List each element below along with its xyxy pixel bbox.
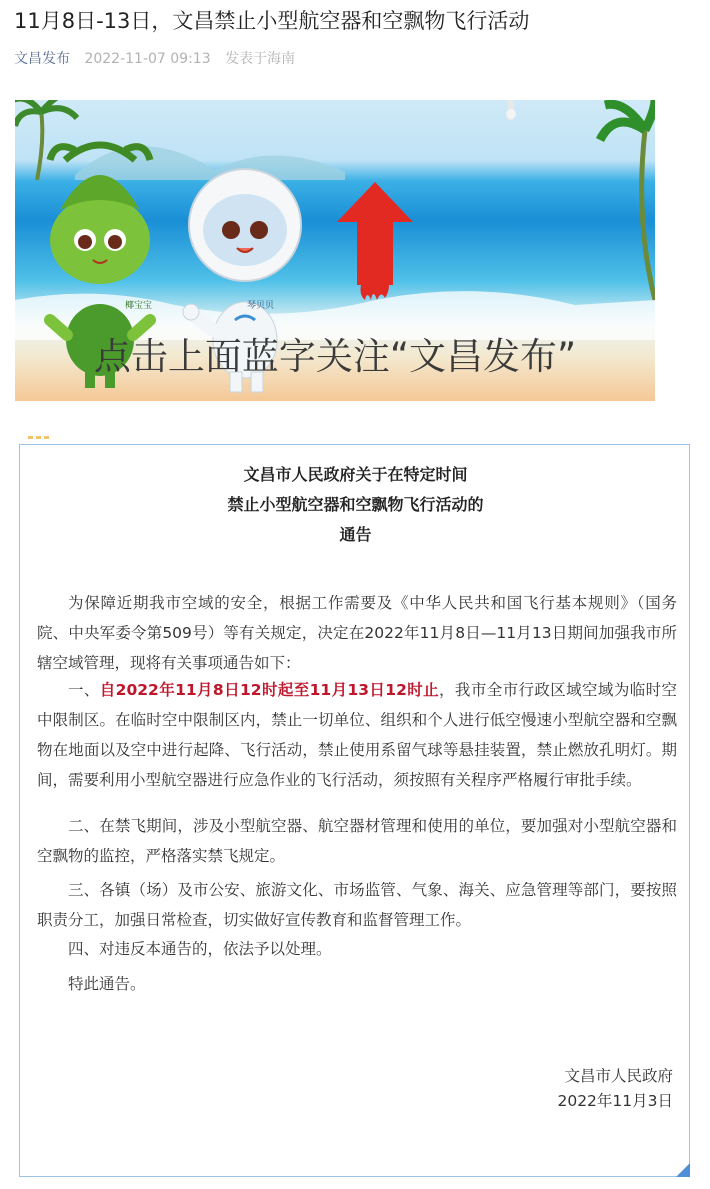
article-meta [14, 49, 295, 69]
item-1-highlight: 自2022年11月8日12时起至11月13日12时止 [99, 681, 440, 699]
corner-decoration [676, 1163, 690, 1177]
article-title: 11月8日-13日，文昌禁止小型航空器和空飘物飞行活动 [14, 9, 530, 33]
rocket-tower-icon [506, 100, 516, 120]
publish-location: 发表于海南 [225, 51, 296, 67]
palm-tree-left-icon [15, 100, 77, 180]
notice-closing: 特此通告。 [68, 975, 146, 993]
signature-org: 文昌市人民政府 [564, 1067, 673, 1085]
notice-intro: 为保障近期我市空域的安全，根据工作需要及《中华人民共和国飞行基本规则》（国务院、中央军委令第509号）等有关规定，决定在2022年11月8日—11月13日期间加强我市所辖空域管理，现将有关事项通告如下： [37, 594, 677, 672]
notice-item-2: 二、在禁飞期间，涉及小型航空器、航空器材管理和使用的单位，要加强对小型航空器和空飘物的监控，严格落实禁飞规定。 [37, 817, 677, 865]
red-up-arrow-icon [337, 182, 413, 300]
notice-title-line-2: 禁止小型航空器和空飘物飞行活动的 [227, 495, 484, 514]
notice-item-4: 四、对违反本通告的，依法予以处理。 [68, 940, 332, 958]
follow-banner[interactable] [15, 100, 655, 401]
notice-item-1 [37, 675, 677, 795]
notice-title-line-3: 通告 [339, 525, 372, 544]
account-link[interactable]: 文昌发布 [14, 51, 70, 67]
follow-prompt: 点击上面蓝字关注“文昌发布” [93, 335, 577, 378]
mascot-left-label: 椰宝宝 [125, 301, 153, 311]
palm-tree-right-icon [600, 100, 655, 300]
notice-box [19, 444, 690, 1177]
publish-datetime: 2022-11-07 09:13 [84, 51, 211, 67]
notice-title-line-1: 文昌市人民政府关于在特定时间 [243, 465, 468, 484]
notice-item-3: 三、各镇（场）及市公安、旅游文化、市场监管、气象、海关、应急管理等部门，要按照职责分工，加强日常检查，切实做好宣传教育和监督管理工作。 [37, 881, 677, 929]
signature-date: 2022年11月3日 [557, 1092, 673, 1110]
mascot-right-label: 琴贝贝 [247, 301, 275, 311]
item-1-text: ，我市全市行政区域空域为临时空中限制区。在临时空中限制区内，禁止一切单位、组织和个人进行低空慢速小型航空器和空飘物在地面以及空中进行起降、飞行活动，禁止使用系留气球等悬挂装置，禁止燃放孔明灯。期间，需要利用小型航空器进行应急作业的飞行活动，须按照有关程序严格履行审批手续。 [37, 681, 677, 789]
item-1-prefix: 一、 [68, 681, 100, 699]
divider-dots [28, 436, 50, 439]
